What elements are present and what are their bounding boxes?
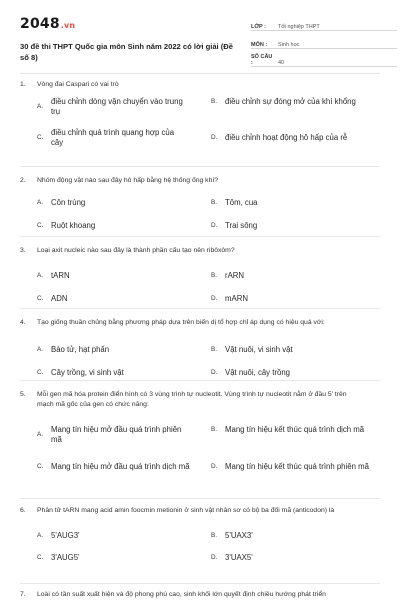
- option-c[interactable]: [37, 553, 191, 563]
- option-d[interactable]: [211, 462, 380, 472]
- question-number: 7.: [20, 591, 26, 598]
- option-text: điều chỉnh hoạt động hô hấp của rễ: [225, 133, 348, 142]
- option-d[interactable]: [211, 294, 365, 304]
- option-text: Vật nuôi, cây trồng: [225, 368, 291, 377]
- question-number: 3.: [20, 247, 26, 254]
- question-number: 6.: [20, 507, 26, 514]
- option-b[interactable]: [211, 97, 365, 107]
- option-a[interactable]: [37, 198, 191, 208]
- option-letter: D.: [211, 295, 218, 302]
- option-text: điều chỉnh dòng vận chuyển vào trung trụ: [51, 97, 183, 116]
- option-letter: C.: [37, 369, 44, 376]
- question-divider: [20, 308, 380, 309]
- option-letter: A.: [37, 272, 44, 279]
- question-text: Phân tử tARN mang acid amin foocmin metionin ở sinh vật nhân sơ có bộ ba đối mã (anticodon) là: [37, 507, 335, 514]
- meta-subject-key: MÔN :: [251, 42, 268, 48]
- question-4: [20, 318, 380, 377]
- question-1: [20, 80, 380, 147]
- option-d[interactable]: [211, 368, 365, 378]
- question-divider: [20, 236, 380, 237]
- option-a[interactable]: [37, 271, 191, 281]
- question-divider: [20, 380, 380, 381]
- meta-subject-value: Sinh học: [278, 42, 300, 48]
- option-d[interactable]: [211, 553, 365, 563]
- question-number: 4.: [20, 319, 26, 326]
- option-b[interactable]: [211, 198, 365, 208]
- option-text: mARN: [225, 294, 248, 303]
- option-letter: C.: [37, 554, 44, 561]
- question-text: Mỗi gen mã hóa protein điển hình có 3 vùng trình tự nucleotit. Vùng trình tự nucleotit nằm ở đầu 5' trên mạch mã gốc của gen có chức năng:: [37, 391, 347, 408]
- meta-count-value: 40: [278, 60, 285, 66]
- option-c[interactable]: [37, 462, 209, 472]
- option-letter: A.: [37, 532, 44, 539]
- option-text: Cây trồng, vi sinh vật: [51, 368, 124, 377]
- option-letter: B.: [211, 532, 218, 539]
- question-text: Tạo giống thuần chủng bằng phương pháp dựa trên biến dị tổ hợp chỉ áp dụng có hiệu quả với:: [37, 319, 325, 326]
- option-text: 5'UAX3': [225, 531, 253, 540]
- question-text: Loại axit nucleic nào sau đây là thành phần cấu tạo nên ribôxôm?: [37, 247, 235, 254]
- question-7: [20, 590, 380, 600]
- question-divider: [20, 583, 380, 584]
- option-letter: C.: [37, 295, 44, 302]
- option-d[interactable]: [211, 221, 365, 231]
- logo-brand: 2048: [20, 16, 60, 32]
- logo-suffix: .vn: [60, 21, 76, 30]
- option-text: 3'AUG5': [51, 553, 80, 562]
- option-a[interactable]: [37, 425, 191, 445]
- option-letter: D.: [211, 463, 218, 470]
- question-2: [20, 176, 380, 230]
- option-letter: D.: [211, 222, 218, 229]
- option-text: ADN: [51, 294, 68, 303]
- option-letter: C.: [37, 134, 44, 141]
- option-letter: D.: [211, 554, 218, 561]
- option-letter: B.: [211, 426, 218, 433]
- option-b[interactable]: [211, 531, 365, 541]
- option-d[interactable]: [211, 133, 395, 143]
- option-b[interactable]: [211, 271, 365, 281]
- option-text: Mang tín hiệu kết thúc quá trình phiên mã: [225, 462, 369, 471]
- option-text: điều chỉnh sự đóng mở của khí khổng: [225, 97, 356, 106]
- option-b[interactable]: [211, 425, 385, 435]
- option-text: Mang tín hiệu mở đầu quá trình phiên mã: [51, 425, 182, 444]
- question-number: 5.: [20, 391, 26, 398]
- option-letter: A.: [37, 431, 44, 438]
- question-divider: [20, 498, 380, 499]
- option-letter: B.: [211, 346, 218, 353]
- site-logo[interactable]: [20, 16, 75, 32]
- option-a[interactable]: [37, 345, 191, 355]
- question-text: Vòng đai Caspari có vai trò: [37, 81, 119, 88]
- option-letter: D.: [211, 134, 218, 141]
- meta-count-key: SỐ CÂU :: [251, 54, 273, 66]
- option-text: điều chỉnh quá trình quang hợp của cây: [51, 128, 175, 147]
- option-c[interactable]: [37, 128, 186, 148]
- option-letter: B.: [211, 98, 218, 105]
- question-3: [20, 246, 380, 303]
- option-letter: B.: [211, 199, 218, 206]
- question-number: 1.: [20, 81, 26, 88]
- option-a[interactable]: [37, 97, 186, 117]
- option-c[interactable]: [37, 368, 191, 378]
- exam-title: 30 đề thi THPT Quốc gia môn Sinh năm 2022 có lời giải (Đề số 8): [20, 42, 234, 62]
- option-a[interactable]: [37, 531, 191, 541]
- option-text: Trai sông: [225, 221, 258, 230]
- option-c[interactable]: [37, 294, 191, 304]
- option-text: Mang tín hiệu kết thúc quá trình dịch mã: [225, 425, 365, 434]
- option-text: 5'AUG3': [51, 531, 80, 540]
- option-text: tARN: [51, 271, 70, 280]
- option-letter: B.: [211, 272, 218, 279]
- meta-class: [251, 14, 397, 31]
- option-text: rARN: [225, 271, 245, 280]
- exam-meta: [251, 14, 397, 68]
- option-text: Vật nuôi, vi sinh vật: [225, 345, 293, 354]
- header-divider: [20, 73, 380, 74]
- meta-subject: [251, 32, 397, 49]
- option-letter: C.: [37, 463, 44, 470]
- question-text: Loài có tần suất xuất hiện và độ phong phú cao, sinh khối lớn quyết định chiều hướng phát triển: [37, 591, 326, 598]
- option-letter: A.: [37, 346, 44, 353]
- meta-count: [251, 50, 397, 67]
- option-text: Mang tín hiệu mở đầu quá trình dịch mã: [51, 462, 190, 471]
- question-number: 2.: [20, 177, 26, 184]
- option-b[interactable]: [211, 345, 365, 355]
- option-text: 3'UAX5': [225, 553, 253, 562]
- meta-class-value: Tốt nghiệp THPT: [278, 24, 320, 30]
- question-divider: [20, 166, 380, 167]
- option-c[interactable]: [37, 221, 191, 231]
- question-5: [20, 390, 380, 471]
- question-6: [20, 506, 380, 562]
- option-text: Bào tử, hạt phấn: [51, 345, 110, 354]
- option-text: Côn trùng: [51, 198, 86, 207]
- option-letter: A.: [37, 199, 44, 206]
- option-text: Tôm, cua: [225, 198, 258, 207]
- option-letter: C.: [37, 222, 44, 229]
- option-letter: A.: [37, 103, 44, 110]
- option-letter: D.: [211, 369, 218, 376]
- option-text: Ruột khoang: [51, 221, 96, 230]
- meta-class-key: LỚP :: [251, 24, 266, 30]
- question-text: Nhóm động vật nào sau đây hô hấp bằng hệ thống ống khí?: [37, 177, 219, 184]
